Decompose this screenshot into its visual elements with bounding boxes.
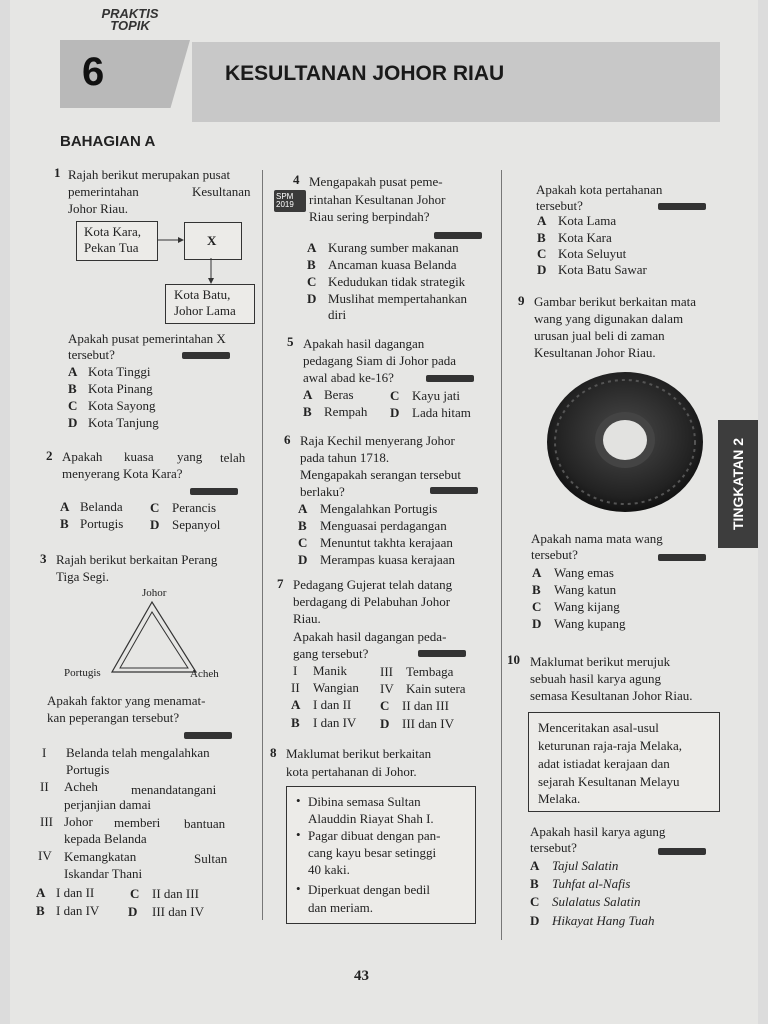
q3-number: 3 [40, 551, 47, 566]
q5-line: pedagang Siam di Johor pada [303, 353, 457, 368]
option-letter: C [537, 246, 547, 261]
statement-text: kepada Belanda [64, 831, 147, 846]
statement-text: Acheh [64, 779, 98, 794]
option-letter: B [307, 257, 316, 272]
q2-number: 2 [46, 448, 53, 463]
section-heading: BAHAGIAN A [60, 133, 156, 150]
q5-line: awal abad ke-16? [303, 370, 394, 385]
option-text: Perancis [172, 500, 217, 515]
info-text: dan meriam. [308, 900, 373, 915]
option-text: Kota Kara [558, 230, 612, 245]
textbook-ref-badge [182, 352, 230, 359]
q7-line: berdagang di Pelabuhan Johor [293, 594, 451, 609]
option-letter: B [36, 903, 45, 918]
option-text: I dan II [313, 697, 352, 712]
q10-number: 10 [507, 652, 520, 667]
textbook-ref-badge [418, 650, 466, 657]
option-letter: C [532, 599, 542, 614]
option-letter: D [390, 405, 400, 420]
option-text: Kayu jati [412, 388, 461, 403]
option-letter: D [128, 904, 138, 919]
q7-line: Apakah hasil dagangan peda- [293, 629, 447, 644]
option-letter: D [537, 262, 547, 277]
bullet: • [296, 827, 301, 842]
box-text: Johor Lama [174, 303, 236, 318]
info-text: Diperkuat dengan bedil [308, 882, 431, 897]
q10-line: semasa Kesultanan Johor Riau. [530, 688, 693, 703]
option-letter: D [68, 415, 78, 430]
diagram-label: Portugis [64, 667, 101, 679]
option-letter: A [36, 885, 46, 900]
option-text: Rempah [324, 404, 368, 419]
option-text: Kurang sumber makanan [328, 240, 459, 255]
option-text: Menguasai perdagangan [320, 518, 447, 533]
q8-line: Maklumat berikut berkaitan [286, 746, 432, 761]
page-number: 43 [354, 968, 369, 984]
info-text: adat istiadat kerajaan dan [538, 756, 670, 771]
option-letter: B [68, 381, 77, 396]
diagram-label: Acheh [190, 668, 219, 680]
option-letter: A [60, 499, 70, 514]
q10-ask: Apakah hasil karya agung [530, 824, 666, 839]
q3-line: Rajah berikut berkaitan Perang [56, 552, 218, 567]
statement-numeral: I [42, 745, 47, 760]
box-text: Kota Batu, [174, 287, 231, 302]
q8-line: kota pertahanan di Johor. [286, 764, 417, 779]
info-text: Alauddin Riayat Shah I. [308, 811, 434, 826]
option-letter: B [303, 404, 312, 419]
q9-line: urusan jual beli di zaman [534, 328, 665, 343]
bullet: • [296, 881, 301, 896]
statement-numeral: III [380, 664, 393, 679]
box-text: Kota Kara, [84, 224, 142, 239]
info-text: Pagar dibuat dengan pan- [308, 828, 441, 843]
option-letter: D [298, 552, 308, 567]
option-text: Ancaman kuasa Belanda [328, 257, 457, 272]
q2-line: kuasa [124, 449, 154, 464]
q9-line: wang yang digunakan dalam [534, 311, 684, 326]
q3-ask: Apakah faktor yang menamat- [47, 693, 206, 708]
textbook-ref-badge [658, 554, 706, 561]
option-text: diri [328, 307, 347, 322]
option-text: Wang katun [554, 582, 617, 597]
q5-line: Apakah hasil dagangan [303, 336, 425, 351]
option-letter: A [291, 697, 301, 712]
option-letter: C [130, 886, 140, 901]
option-text: Mengalahkan Portugis [320, 501, 438, 516]
option-letter: A [68, 364, 78, 379]
statement-text: menandatangani [131, 782, 217, 797]
q3-ask: kan peperangan tersebut? [47, 710, 180, 725]
statement-text: Iskandar Thani [64, 866, 143, 881]
q10-line: Maklumat berikut merujuk [530, 654, 671, 669]
q1-ask: tersebut? [68, 347, 115, 362]
option-letter: B [530, 876, 539, 891]
q6-number: 6 [284, 432, 291, 447]
praktis-topik-label [80, 8, 180, 32]
option-text: Kota Lama [558, 213, 617, 228]
option-letter: B [532, 582, 541, 597]
option-text: Wang emas [554, 565, 614, 580]
coin-image [540, 368, 710, 518]
option-letter: C [68, 398, 78, 413]
option-letter: A [532, 565, 542, 580]
statement-text: Portugis [66, 762, 110, 777]
textbook-ref-badge [658, 203, 706, 210]
option-letter: D [532, 616, 542, 631]
option-letter: C [307, 274, 317, 289]
option-letter: A [537, 213, 547, 228]
statement-text: memberi [114, 815, 161, 830]
option-letter: D [150, 517, 160, 532]
option-letter: D [307, 291, 317, 306]
option-text: Merampas kuasa kerajaan [320, 552, 455, 567]
option-letter: C [150, 500, 160, 515]
q1-ask: Apakah pusat pemerintahan X [68, 331, 226, 346]
option-text: Tuhfat al-Nafis [552, 876, 631, 891]
option-text: Wang kijang [554, 599, 620, 614]
textbook-ref-badge [658, 848, 706, 855]
box-text: X [207, 233, 217, 248]
option-text: Hikayat Hang Tuah [552, 913, 655, 928]
q7-line: gang tersebut? [293, 646, 369, 661]
q1-line: Rajah berikut merupakan pusat [68, 167, 231, 182]
statement-numeral: II [291, 680, 300, 695]
textbook-ref-badge [430, 487, 478, 494]
option-letter: B [537, 230, 546, 245]
side-tab-label: TINGKATAN 2 [730, 437, 746, 531]
q6-line: Raja Kechil menyerang Johor [300, 433, 455, 448]
box-text: Pekan Tua [84, 240, 139, 255]
q6-line: berlaku? [300, 484, 345, 499]
statement-numeral: II [40, 779, 49, 794]
option-text: II dan III [402, 698, 449, 713]
option-text: Kota Batu Sawar [558, 262, 647, 277]
option-text: Tajul Salatin [552, 858, 619, 873]
q1-line: pemerintahan [68, 184, 139, 199]
statement-text: Wangian [313, 680, 359, 695]
textbook-ref-badge [184, 732, 232, 739]
statement-text: Kemangkatan [64, 849, 137, 864]
statement-numeral: I [293, 663, 298, 678]
option-letter: A [530, 858, 540, 873]
option-letter: A [298, 501, 308, 516]
statement-text: Belanda telah mengalahkan [66, 745, 210, 760]
diagram-arrows [150, 230, 230, 290]
option-text: Wang kupang [554, 616, 626, 631]
q9-ask: Apakah nama mata wang [531, 531, 663, 546]
option-letter: B [298, 518, 307, 533]
q9-line: Gambar berikut berkaitan mata [534, 294, 697, 309]
option-letter: B [60, 516, 69, 531]
option-text: III dan IV [402, 716, 454, 731]
option-letter: B [291, 715, 300, 730]
option-text: Kota Pinang [88, 381, 153, 396]
statement-text: bantuan [184, 816, 226, 831]
info-text: Menceritakan asal-usul [538, 720, 659, 735]
option-letter: C [390, 388, 400, 403]
textbook-ref-badge [434, 232, 482, 239]
option-text: Beras [324, 387, 354, 402]
option-letter: D [530, 913, 540, 928]
q1-number: 1 [54, 165, 61, 180]
statement-text: Tembaga [406, 664, 454, 679]
option-text: Kota Seluyut [558, 246, 627, 261]
statement-text: Sultan [194, 851, 228, 866]
option-text: Kota Tanjung [88, 415, 159, 430]
q1-line: Kesultanan [192, 184, 251, 199]
option-text: Sepanyol [172, 517, 221, 532]
statement-text: Kain sutera [406, 681, 466, 696]
q2-line: telah [220, 450, 246, 465]
info-text: sejarah Kesultanan Melayu [538, 774, 680, 789]
q8-ask: Apakah kota pertahanan [536, 182, 663, 197]
option-text: Muslihat mempertahankan [328, 291, 467, 306]
column-divider [501, 170, 502, 940]
info-text: keturunan raja-raja Melaka, [538, 738, 683, 753]
q8-number: 8 [270, 745, 277, 760]
option-text: Lada hitam [412, 405, 471, 420]
q2-line: Apakah [62, 449, 103, 464]
option-text: III dan IV [152, 904, 204, 919]
info-text: Melaka. [538, 791, 581, 806]
option-text: Kota Sayong [88, 398, 156, 413]
option-text: I dan II [56, 885, 95, 900]
option-text: Belanda [80, 499, 123, 514]
q4-line: Riau sering berpindah? [309, 209, 430, 224]
q3-line: Tiga Segi. [56, 569, 109, 584]
info-text: 40 kaki. [308, 862, 350, 877]
q10-ask: tersebut? [530, 840, 577, 855]
statement-text: perjanjian damai [64, 797, 151, 812]
q8-ask: tersebut? [536, 198, 583, 213]
statement-numeral: IV [380, 681, 394, 696]
q9-line: Kesultanan Johor Riau. [534, 345, 656, 360]
q6-line: Mengapakah serangan tersebut [300, 467, 461, 482]
column-divider [262, 170, 263, 920]
statement-numeral: IV [38, 848, 52, 863]
praktis-text: PRAKTIS [101, 6, 159, 21]
option-text: Kota Tinggi [88, 364, 151, 379]
topik-text: TOPIK [110, 18, 150, 33]
q2-line: menyerang Kota Kara? [62, 466, 183, 481]
option-letter: C [530, 894, 540, 909]
statement-numeral: III [40, 814, 53, 829]
option-letter: C [298, 535, 308, 550]
q10-line: sebuah hasil karya agung [530, 671, 662, 686]
statement-text: Manik [313, 663, 347, 678]
option-text: I dan IV [56, 903, 100, 918]
q7-number: 7 [277, 576, 284, 591]
q4-line: Mengapakah pusat peme- [309, 174, 443, 189]
textbook-ref-badge [190, 488, 238, 495]
q9-ask: tersebut? [531, 547, 578, 562]
option-letter: C [380, 698, 390, 713]
page-title: KESULTANAN JOHOR RIAU [225, 62, 505, 85]
statement-text: Johor [64, 814, 93, 829]
option-text: Menuntut takhta kerajaan [320, 535, 453, 550]
page [10, 0, 758, 1024]
info-text: cang kayu besar setinggi [308, 845, 437, 860]
q2-line: yang [177, 449, 203, 464]
q7-line: Riau. [293, 611, 321, 626]
topic-number-shape [60, 40, 190, 108]
option-text: Kedudukan tidak strategik [328, 274, 466, 289]
option-letter: A [307, 240, 317, 255]
option-letter: D [380, 716, 390, 731]
textbook-ref-badge [426, 375, 474, 382]
q9-number: 9 [518, 293, 525, 308]
bullet: • [296, 793, 301, 808]
topic-number: 6 [82, 50, 105, 94]
q4-line: rintahan Kesultanan Johor [309, 192, 446, 207]
q1-line: Johor Riau. [68, 201, 128, 216]
q4-number: 4 [293, 172, 300, 187]
info-text: Dibina semasa Sultan [308, 794, 421, 809]
option-letter: A [303, 387, 313, 402]
option-text: I dan IV [313, 715, 357, 730]
q7-line: Pedagang Gujerat telah datang [293, 577, 453, 592]
side-tab [718, 420, 758, 548]
option-text: II dan III [152, 886, 199, 901]
q5-number: 5 [287, 334, 294, 349]
diagram-label: Johor [142, 587, 167, 599]
q6-line: pada tahun 1718. [300, 450, 390, 465]
option-text: Portugis [80, 516, 124, 531]
spm-badge-text: SPM 2019 [276, 192, 294, 209]
option-text: Sulalatus Salatin [552, 894, 641, 909]
